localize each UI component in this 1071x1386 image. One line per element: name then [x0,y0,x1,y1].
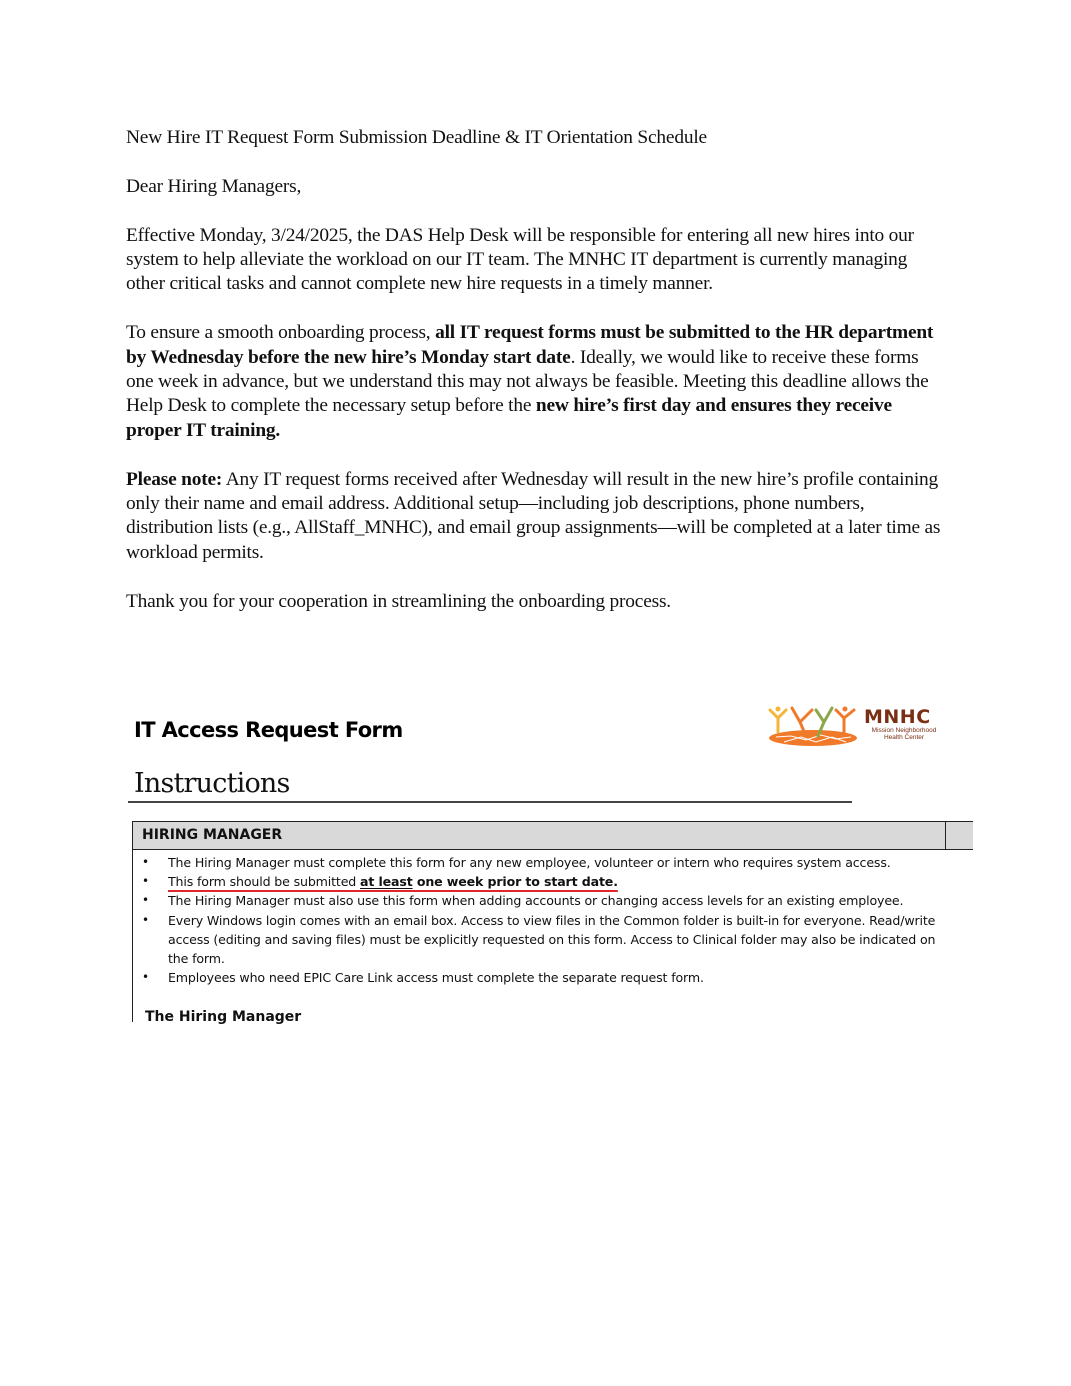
it-access-form-excerpt [126,700,971,1025]
logo-subtitle-2: Health Center [883,734,925,741]
form-title: IT Access Request Form [134,718,403,742]
memo-paragraph-deadline [126,321,946,443]
logo-name: MNHC [864,706,931,728]
bullet-icon: • [142,855,149,869]
deadline-intro: To ensure a smooth onboarding process, [126,322,436,344]
instructions-heading: Instructions [134,768,290,799]
bullet-icon: • [142,912,149,927]
cut-off-heading: The Hiring Manager [145,1009,302,1025]
deadline-middle: . Ideally, we would like to receive these forms one week in advance, but we understand this may not always be feasible. Meeting this deadline allows the Help Desk to complete the necessary setup before the [126,346,929,417]
list-item: • Every Windows login comes with an email box. Access to view files in the Common folder is built-in for everyone. Read/write access (editing and saving files) must be explicitly requested on this form. Access to Clinical folder may also be indicated on the form. [142,912,936,967]
mnhc-logo [766,704,951,750]
hiring-manager-section [132,821,973,1025]
list-item: • The Hiring Manager must complete this form for any new employee, volunteer or intern who requires system access. [133,853,973,872]
bullet-icon: • [142,970,149,985]
emphasis-at-least: at least [360,874,413,890]
instructions-rule [128,801,852,803]
bullet-icon: • [142,874,149,889]
bullet-icon: • [142,893,149,908]
highlighted-deadline-text: This form should be submitted at least one week prior to start date. [168,874,618,890]
memo-paragraph-note [126,468,946,566]
memo-salutation: Dear Hiring Managers, [126,175,302,197]
deadline-outcome: new hire’s first day and ensures they receive proper IT training. [126,395,892,441]
list-item: • The Hiring Manager must also use this form when adding accounts or changing access levels for an existing employee. [133,891,973,910]
logo-text [864,707,944,741]
header-divider [945,822,946,849]
memo-closing: Thank you for your cooperation in streamlining the onboarding process. [126,590,671,612]
hiring-manager-header-label: HIRING MANAGER [142,827,283,843]
logo-people-icon [766,704,861,748]
hiring-manager-header [133,822,973,850]
list-item: • Employees who need EPIC Care Link access must complete the separate request form. [133,968,973,987]
memo-title: New Hire IT Request Form Submission Deadline & IT Orientation Schedule [126,127,707,148]
memo-body [126,126,946,638]
note-label: Please note: [126,468,223,490]
deadline-requirement: all IT request forms must be submitted to the HR department by Wednesday before the new hire’s Monday start date [126,322,934,368]
hiring-manager-list [133,850,973,987]
memo-paragraph-effective: Effective Monday, 3/24/2025, the DAS Help Desk will be responsible for entering all new hires into our system to help alleviate the workload on our IT team. The MNHC IT department is currently managing other critical tasks and cannot complete new hire requests in a timely manner. [126,224,914,295]
logo-subtitle-1: Mission Neighborhood [871,727,937,734]
note-text: Any IT request forms received after Wednesday will result in the new hire’s profile containing only their name and email address. Additional setup—including job descriptions, phone numbers, distribution lists (e.g., AllStaff_MNHC), and email group assignments—will be completed at a later time as workload permits. [126,468,941,563]
list-item-highlighted [133,872,973,891]
